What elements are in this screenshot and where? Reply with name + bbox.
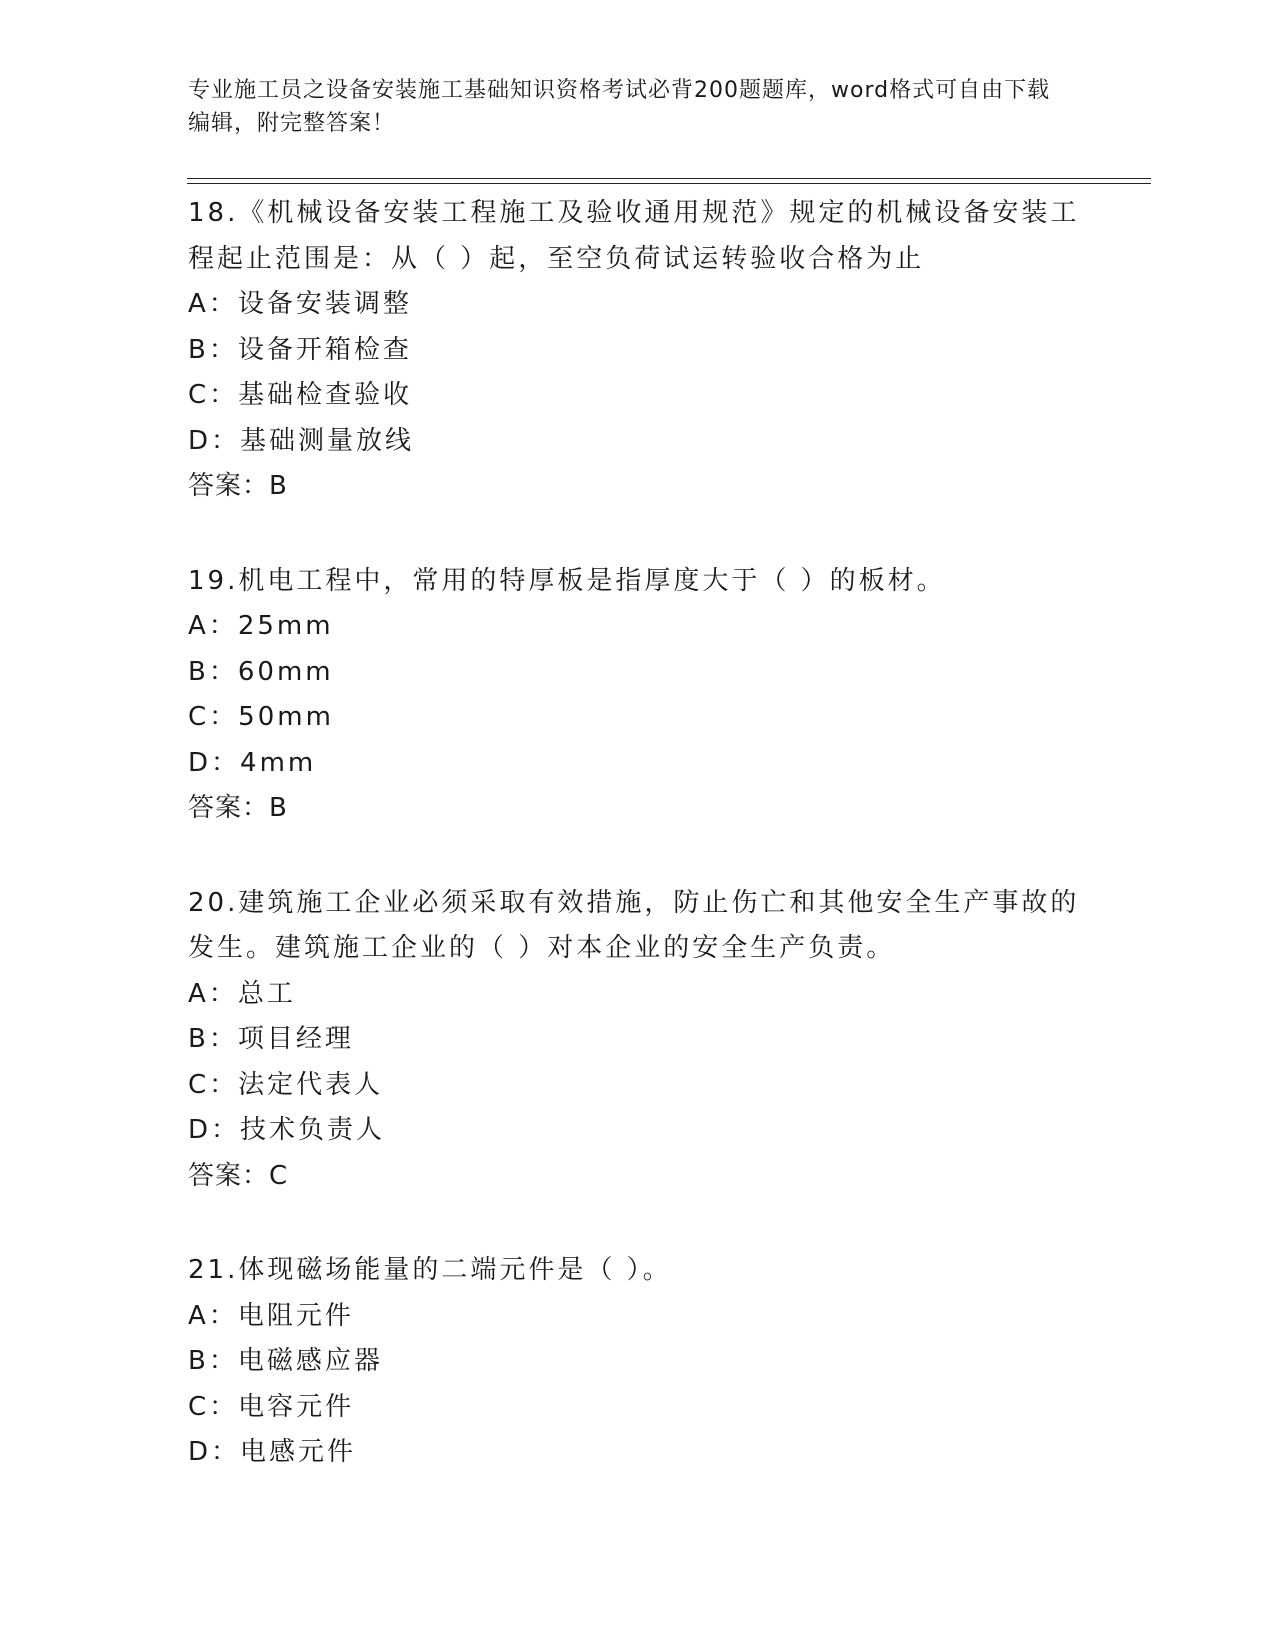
option-b: B：电磁感应器 [188,1346,383,1376]
option-label: D [188,747,212,778]
option-c: C：50mm [188,702,334,732]
option-d: D：4mm [188,747,317,778]
option-label: A [188,289,209,319]
option-b: B：设备开箱检查 [188,334,412,365]
option-text: 总工 [237,978,296,1009]
option-text: 60mm [237,656,334,687]
option-label: B [188,1024,209,1054]
option-a: A：总工 [188,978,296,1009]
option-label: C [188,702,210,732]
option-text: 电感元件 [240,1437,357,1467]
option-label: C [188,380,210,410]
option-text: 技术负责人 [240,1115,386,1145]
option-label: C [188,1391,210,1422]
option-label: B [188,334,209,365]
option-label: A [188,978,209,1009]
option-b: B：60mm [188,656,334,687]
option-text: 基础测量放线 [240,425,415,456]
option-c: C：法定代表人 [188,1069,384,1100]
option-text: 设备开箱检查 [237,334,412,365]
option-label: B [188,656,209,687]
document-header: 专业施工员之设备安装施工基础知识资格考试必背200题题库，word格式可自由下载编辑，附完整答案！ [188,78,1051,136]
option-label: D [188,1115,212,1145]
option-label: D [188,425,212,456]
question-stem-line: 19.机电工程中，常用的特厚板是指厚度大于（ ）的板材。 [188,565,946,596]
question-stem-line: 20.建筑施工企业必须采取有效措施，防止伤亡和其他安全生产事故的 [188,887,1080,918]
option-c: C：电容元件 [188,1391,355,1422]
question-stem-line: 程起止范围是：从（ ）起，至空负荷试运转验收合格为止 [188,243,925,274]
question-stem-line: 发生。建筑施工企业的（ ）对本企业的安全生产负责。 [188,933,896,963]
header-rule-top [187,178,1151,179]
question-stem [188,559,1088,605]
question-19 [188,559,1088,832]
option-label: B [188,1346,209,1376]
question-stem [188,1248,1088,1294]
option-a: A：设备安装调整 [188,289,412,319]
option-text: 25mm [237,611,334,641]
question-18 [188,191,1088,510]
option-label: C [188,1069,210,1100]
option-label: A [188,1300,209,1331]
option-d: D：技术负责人 [188,1115,386,1145]
option-text: 项目经理 [237,1024,354,1054]
option-text: 法定代表人 [238,1069,384,1100]
option-text: 50mm [238,702,334,732]
option-text: 电容元件 [238,1391,355,1422]
option-b: B：项目经理 [188,1024,354,1054]
answer-line: 答案：C [188,1160,289,1191]
question-stem-line: 21.体现磁场能量的二端元件是（ ）。 [188,1255,672,1285]
answer-line: 答案：B [188,471,288,501]
question-list [188,191,1088,1525]
question-stem [188,191,1088,282]
question-stem [188,881,1088,972]
option-a: A：电阻元件 [188,1300,354,1331]
option-label: A [188,611,209,641]
question-21 [188,1248,1088,1476]
option-text: 设备安装调整 [237,289,412,319]
option-text: 4mm [240,747,317,778]
option-text: 电阻元件 [237,1300,354,1331]
option-c: C：基础检查验收 [188,380,413,410]
header-rule-bottom [187,183,1151,184]
question-20 [188,881,1088,1200]
option-text: 电磁感应器 [237,1346,383,1376]
question-stem-line: 18.《机械设备安装工程施工及验收通用规范》规定的机械设备安装工 [188,198,1080,228]
option-d: D：基础测量放线 [188,425,415,456]
option-label: D [188,1437,212,1467]
option-text: 基础检查验收 [238,380,413,410]
option-a: A：25mm [188,611,334,641]
answer-line: 答案：B [188,793,288,823]
option-d: D：电感元件 [188,1437,357,1467]
